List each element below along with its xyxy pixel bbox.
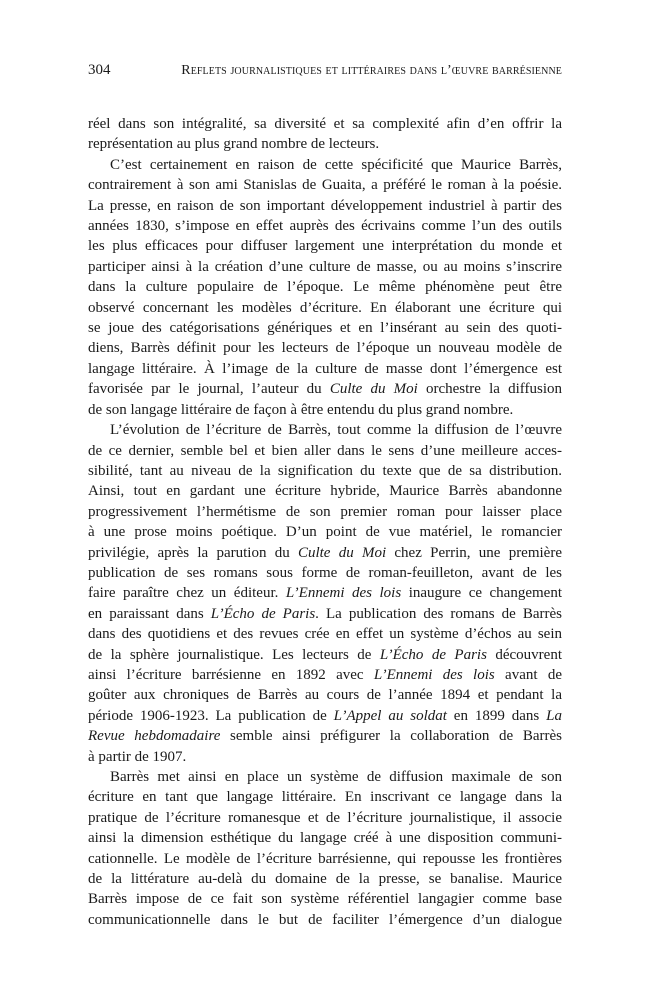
text-run: ainsi la dimension esthétique du langage créé à une disposition communi-: [88, 830, 562, 847]
body-text: [88, 114, 562, 930]
text-run: réel dans son intégralité, sa diversité et sa complexité afin d’en offrir la: [88, 116, 562, 132]
text-run: années 1830, s’impose en effet auprès des écrivains comme l’un des outils: [88, 218, 562, 235]
text-run: privilégie, après la parution du: [88, 544, 298, 561]
text-line: [88, 441, 562, 461]
text-run: observé concernant les modèles d’écriture. En élaborant une écriture qui: [88, 299, 562, 316]
italic-title: L’Ennemi des lois: [285, 585, 402, 602]
text-line: [88, 828, 562, 848]
text-run: Ainsi, tout en gardant une écriture hybride, Maurice Barrès abandonne: [88, 483, 562, 500]
text-line: [88, 787, 562, 807]
text-run: à partir de 1907.: [88, 748, 187, 765]
text-run: participer ainsi à la création d’une culture de masse, ou au moins s’inscrire: [88, 258, 562, 275]
text-run: dans la culture populaire de l’époque. Le même phénomène peut être: [88, 279, 562, 296]
text-line: [88, 502, 562, 522]
text-line: [88, 420, 562, 440]
text-line: [88, 624, 562, 644]
text-line: [88, 298, 562, 318]
text-line: [88, 563, 562, 583]
text-line: [88, 461, 562, 481]
text-line: [88, 685, 562, 705]
italic-title: L’Écho de Paris: [210, 605, 316, 622]
text-run: publication de ses romans sous forme de roman-feuilleton, avant de les: [88, 564, 562, 581]
paragraph: [88, 420, 562, 767]
text-run: se joue des catégorisations génériques et en l’insérant au sein des quoti-: [88, 320, 562, 337]
text-run: cationnelle. Le modèle de l’écriture barrésienne, qui repousse les frontières: [88, 850, 562, 867]
text-line: [88, 175, 562, 195]
text-line: [88, 665, 562, 685]
text-run: diens, Barrès définit pour les lecteurs de l’époque un nouveau modèle de: [88, 340, 562, 357]
text-run: de son langage littéraire de façon à être entendu du plus grand nombre.: [88, 401, 514, 418]
text-run: goûter aux chroniques de Barrès au cours de l’année 1894 et pendant la: [88, 687, 562, 704]
text-run: en paraissant dans: [88, 605, 211, 622]
text-line: [88, 910, 562, 930]
text-line: [88, 645, 562, 665]
text-line: [88, 869, 562, 889]
text-line: [88, 359, 562, 379]
text-line: [88, 604, 562, 624]
text-run: Barrès impose de ce fait son système référentiel langagier comme base: [88, 891, 562, 908]
paragraph: [88, 114, 562, 155]
page-header: [88, 62, 562, 92]
text-line: [88, 543, 562, 563]
text-run: chez Perrin, une première: [386, 544, 562, 561]
text-run: faire paraître chez un éditeur.: [88, 585, 286, 602]
text-line: [88, 318, 562, 338]
text-run: progressivement l’hermétisme de son premier roman pour laisser place: [88, 503, 562, 520]
text-run: C’est certainement en raison de cette spécificité que Maurice Barrès,: [110, 156, 562, 173]
text-run: orchestre la diffusion: [417, 381, 563, 398]
text-run: découvrent: [486, 646, 562, 663]
text-line: [88, 114, 562, 134]
text-line: [88, 257, 562, 277]
text-line: [88, 400, 562, 420]
text-run: période 1906-1923. La publication de: [88, 707, 334, 724]
text-line: [88, 196, 562, 216]
italic-title: Culte du Moi: [297, 544, 387, 561]
text-run: écriture en tant que langage littéraire. En inscrivant ce langage dans la: [88, 789, 562, 806]
text-line: [88, 808, 562, 828]
text-run: avant de: [494, 666, 562, 683]
text-run: sibilité, tant au niveau de la signification du texte que de sa distribution.: [88, 462, 562, 479]
italic-title: L’Écho de Paris: [379, 646, 487, 663]
text-run: langage littéraire. À l’image de la culture de masse dont l’émergence est: [88, 360, 562, 377]
text-line: [88, 481, 562, 501]
text-line: [88, 277, 562, 297]
text-line: [88, 216, 562, 236]
italic-title: La: [546, 707, 562, 724]
text-line: [88, 767, 562, 787]
text-line: [88, 379, 562, 399]
text-line: [88, 747, 562, 767]
running-title: Reflets journalistiques et littéraires dans l’œuvre barrésienne: [181, 63, 562, 78]
text-run: contrairement à son ami Stanislas de Guaita, a préféré le roman à la poésie.: [88, 177, 562, 194]
text-line: [88, 889, 562, 909]
italic-title: Culte du Moi: [329, 381, 418, 398]
text-run: de ce dernier, semble bel et bien aller dans le sens d’une meilleure acces-: [88, 442, 562, 459]
text-run: de la littérature au-delà du domaine de la presse, se banalise. Maurice: [88, 871, 562, 888]
text-run: inaugure ce changement: [401, 585, 562, 602]
text-run: en 1899 dans: [446, 707, 547, 724]
text-run: L’évolution de l’écriture de Barrès, tout comme la diffusion de l’œuvre: [110, 422, 562, 439]
text-run: communicationnelle dans le but de faciliter l’émergence d’un dialogue: [88, 911, 562, 928]
text-run: dans des quotidiens et des revues crée en effet un système d’échos au sein: [88, 626, 562, 643]
paragraph: [88, 767, 562, 930]
page-number: 304: [88, 62, 111, 78]
text-run: ainsi l’écriture barrésienne en 1892 avec: [88, 666, 374, 683]
text-run: représentation au plus grand nombre de lecteurs.: [88, 136, 380, 153]
text-run: . La publication des romans de Barrès: [315, 605, 563, 622]
italic-title: L’Appel au soldat: [333, 707, 447, 724]
text-run: à une prose moins poétique. D’un point de vue matériel, le romancier: [88, 524, 562, 541]
text-line: [88, 583, 562, 603]
italic-title: L’Ennemi des lois: [373, 666, 495, 683]
text-run: les plus efficaces pour diffuser largement une interprétation du monde et: [88, 238, 562, 255]
text-run: favorisée par le journal, l’auteur du: [88, 381, 330, 398]
text-run: de la sphère journalistique. Les lecteurs de: [88, 646, 380, 663]
paragraph: [88, 155, 562, 420]
text-line: [88, 522, 562, 542]
text-line: [88, 706, 562, 726]
text-line: [88, 849, 562, 869]
text-line: [88, 236, 562, 256]
book-page: [88, 62, 562, 930]
text-line: [88, 338, 562, 358]
text-run: semble ainsi préfigurer la collaboration de Barrès: [220, 728, 562, 745]
text-run: La presse, en raison de son important développement industriel à partir des: [88, 197, 562, 214]
italic-title: Revue hebdomadaire: [88, 728, 221, 745]
text-line: [88, 726, 562, 746]
text-run: Barrès met ainsi en place un système de diffusion maximale de son: [110, 769, 562, 785]
text-line: [88, 155, 562, 175]
text-line: [88, 134, 562, 154]
text-run: pratique de l’écriture romanesque et de l’écriture journalistique, il associe: [88, 809, 562, 826]
